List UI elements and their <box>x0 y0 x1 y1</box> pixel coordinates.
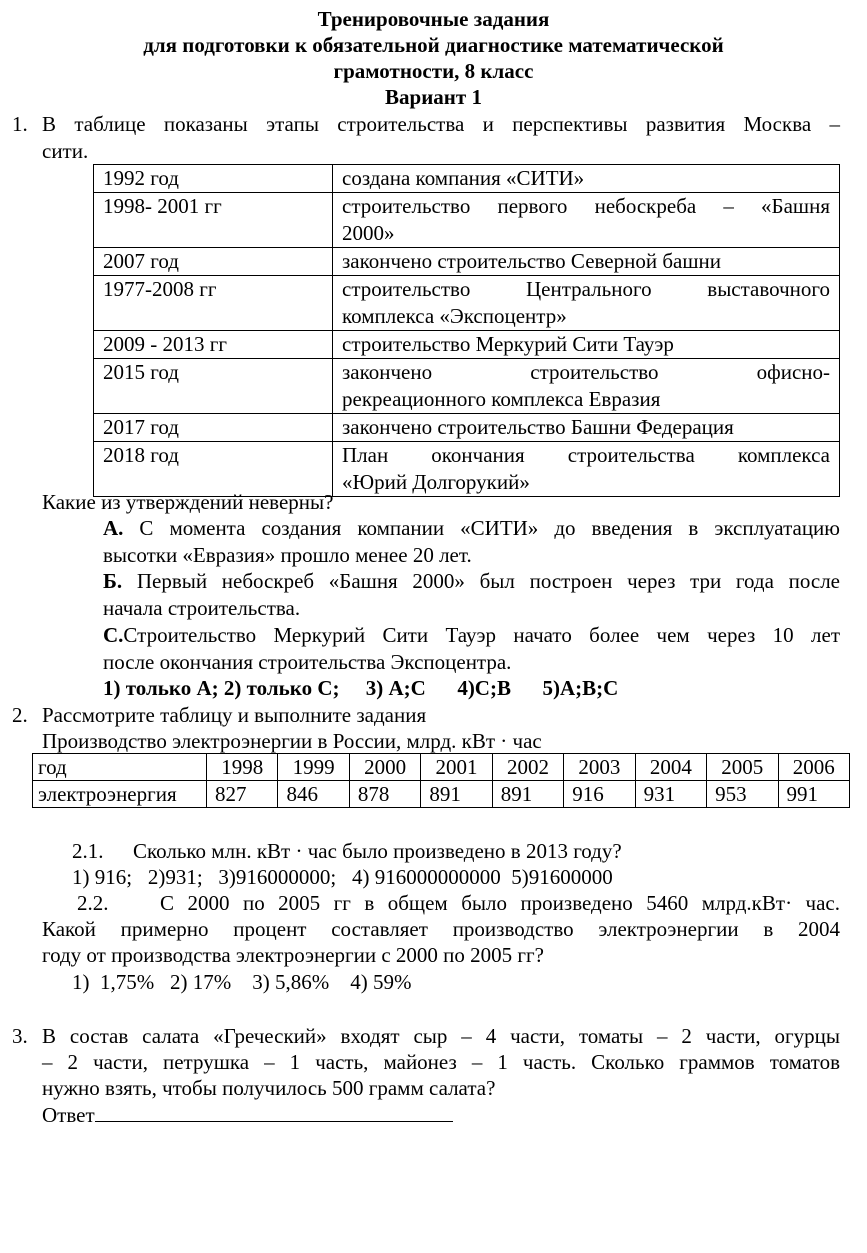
q22-label: 2.2. <box>77 891 109 915</box>
statement-c-line2: после окончания строительства Экспоцентра. <box>103 650 512 674</box>
event-line-1: закончено строительство Северной башни <box>342 249 722 273</box>
value-cell: 953 <box>707 781 778 808</box>
event-line-2: рекреационного комплекса Евразия <box>342 387 661 411</box>
construction-table-row <box>94 276 840 331</box>
statement-a-label: А. <box>103 516 124 540</box>
value-cell: 878 <box>349 781 420 808</box>
statement-a-line1 <box>103 515 840 542</box>
event-line-1: План окончания строительства комплекса <box>342 443 830 467</box>
event-line-1: закончено строительство Башни Федерация <box>342 415 734 439</box>
statement-b-line2: начала строительства. <box>103 596 301 620</box>
title-line-1: Тренировочные задания <box>317 7 550 31</box>
value-cell: 991 <box>778 781 850 808</box>
title-line-3: грамотности, 8 класс <box>333 59 534 83</box>
construction-table-row <box>94 165 840 193</box>
q21-options: 1) 916; 2)931; 3)916000000; 4) 916000000000 5)91600000 <box>72 865 613 889</box>
construction-table-row <box>94 331 840 359</box>
construction-year-cell: 1998- 2001 гг <box>94 193 333 248</box>
construction-table-row <box>94 414 840 442</box>
construction-event-cell <box>333 165 840 193</box>
year-cell: 2006 <box>778 754 850 781</box>
task3-line1: В состав салата «Греческий» входят сыр – 4 части, томаты – 2 части, огурцы <box>42 1024 840 1048</box>
construction-year-cell: 2018 год <box>94 442 333 497</box>
statement-b-text: Первый небоскреб «Башня 2000» был построен через три года после <box>122 569 840 593</box>
statement-a-text: С момента создания компании «СИТИ» до введения в эксплуатацию <box>123 516 840 540</box>
event-line-2: «Юрий Долгорукий» <box>342 470 530 494</box>
value-cell: 891 <box>492 781 563 808</box>
event-line-1: закончено строительство офисно- <box>342 360 830 384</box>
construction-event-cell <box>333 193 840 248</box>
q22-line3: году от производства электроэнергии с 2000 по 2005 гг? <box>42 943 544 967</box>
task3-line3: нужно взять, чтобы получилось 500 грамм салата? <box>42 1076 496 1100</box>
task1-number: 1. <box>12 112 28 136</box>
construction-year-cell: 1992 год <box>94 165 333 193</box>
q21-text: Сколько млн. кВт · час было произведено в 2013 году? <box>133 839 622 863</box>
event-line-1: строительство первого небоскреба – «Башня <box>342 194 830 218</box>
construction-year-cell: 2015 год <box>94 359 333 414</box>
energy-table <box>32 753 850 808</box>
year-cell: 2000 <box>349 754 420 781</box>
task1-intro-line2: сити. <box>42 139 89 163</box>
statement-c-line1 <box>103 622 840 649</box>
year-cell: 2002 <box>492 754 563 781</box>
construction-year-cell: 2017 год <box>94 414 333 442</box>
construction-table-row <box>94 248 840 276</box>
construction-event-cell <box>333 331 840 359</box>
energy-table-value-row <box>33 781 850 808</box>
construction-event-cell <box>333 359 840 414</box>
construction-event-cell <box>333 248 840 276</box>
value-cell: 916 <box>564 781 635 808</box>
value-row-label: электроэнергия <box>33 781 207 808</box>
year-row-label: год <box>33 754 207 781</box>
value-cell: 827 <box>207 781 278 808</box>
construction-year-cell: 1977-2008 гг <box>94 276 333 331</box>
value-cell: 891 <box>421 781 492 808</box>
energy-table-year-row <box>33 754 850 781</box>
statement-c-text: Строительство Меркурий Сити Тауэр начато более чем через 10 лет <box>123 623 840 647</box>
year-cell: 1999 <box>278 754 349 781</box>
construction-year-cell: 2007 год <box>94 248 333 276</box>
task1-question: Какие из утверждений неверны? <box>42 490 334 514</box>
q21-label: 2.1. <box>72 839 104 863</box>
task2-intro: Рассмотрите таблицу и выполните задания <box>42 703 427 727</box>
year-cell: 2003 <box>564 754 635 781</box>
year-cell: 2005 <box>707 754 778 781</box>
year-cell: 2001 <box>421 754 492 781</box>
year-cell: 1998 <box>207 754 278 781</box>
q22-options: 1) 1,75% 2) 17% 3) 5,86% 4) 59% <box>72 970 412 994</box>
statement-a-line2: высотки «Евразия» прошло менее 20 лет. <box>103 543 472 567</box>
answer-blank-line[interactable] <box>95 1101 453 1122</box>
title-line-2: для подготовки к обязательной диагностике математической <box>143 33 724 57</box>
task3-number: 3. <box>12 1024 28 1048</box>
answer-label: Ответ <box>42 1103 95 1127</box>
event-line-2: комплекса «Экспоцентр» <box>342 304 567 328</box>
value-cell: 846 <box>278 781 349 808</box>
task1-answer-options: 1) только А; 2) только С; 3) А;С 4)С;В 5)А;В;С <box>103 676 619 700</box>
construction-event-cell <box>333 414 840 442</box>
construction-event-cell <box>333 276 840 331</box>
statement-b-label: Б. <box>103 569 123 593</box>
construction-event-cell <box>333 442 840 497</box>
event-line-2: 2000» <box>342 221 395 245</box>
event-line-1: строительство Центрального выставочного <box>342 277 830 301</box>
task2-number: 2. <box>12 703 28 727</box>
year-cell: 2004 <box>635 754 706 781</box>
event-line-1: строительство Меркурий Сити Тауэр <box>342 332 674 356</box>
construction-year-cell: 2009 - 2013 гг <box>94 331 333 359</box>
construction-table <box>93 164 840 497</box>
energy-table-title: Производство электроэнергии в России, млрд. кВт · час <box>42 729 542 753</box>
variant-title: Вариант 1 <box>385 85 482 109</box>
task3-answer-row <box>42 1101 453 1129</box>
q22-line2: Какой примерно процент составляет производство электроэнергии в 2004 <box>42 917 840 941</box>
q22-line1: С 2000 по 2005 гг в общем было произведено 5460 млрд.кВт· час. <box>160 891 840 915</box>
event-line-1: создана компания «СИТИ» <box>342 166 585 190</box>
construction-table-row <box>94 193 840 248</box>
statement-b-line1 <box>103 568 840 595</box>
task1-intro-line1: В таблице показаны этапы строительства и перспективы развития Москва – <box>42 112 840 136</box>
value-cell: 931 <box>635 781 706 808</box>
task3-line2: – 2 части, петрушка – 1 часть, майонез – 1 часть. Сколько граммов томатов <box>42 1050 840 1074</box>
construction-table-row <box>94 359 840 414</box>
statement-c-label: С. <box>103 623 124 647</box>
